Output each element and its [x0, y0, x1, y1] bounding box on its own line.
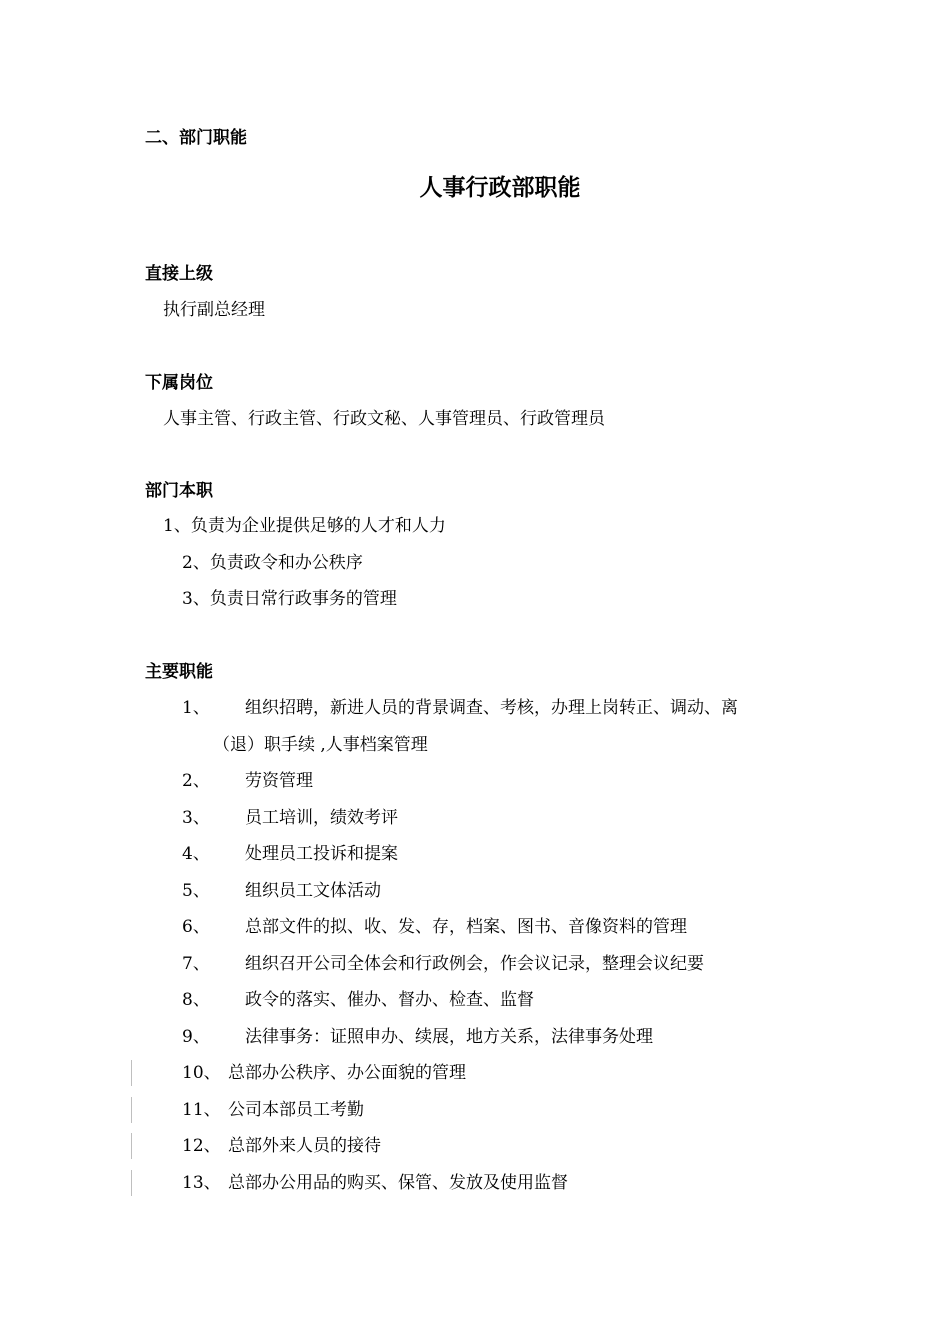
function-text: 总部办公秩序、办公面貌的管理 — [228, 1063, 466, 1083]
function-text: 总部办公用品的购买、保管、发放及使用监督 — [228, 1173, 568, 1193]
function-text: 法律事务：证照申办、续展，地方关系，法律事务处理 — [245, 1027, 653, 1047]
function-text: 政令的落实、催办、督办、检查、监督 — [245, 990, 534, 1010]
subordinates-heading: 下属岗位 — [145, 373, 213, 393]
change-bar — [131, 1097, 132, 1123]
duty-item: 1、负责为企业提供足够的人才和人力 — [163, 516, 446, 536]
section-heading: 二、部门职能 — [145, 128, 247, 148]
function-text: 员工培训，绩效考评 — [245, 808, 398, 828]
supervisor-value: 执行副总经理 — [163, 300, 265, 320]
change-bar — [131, 1170, 132, 1196]
function-number: 10、 — [182, 1063, 221, 1083]
functions-heading: 主要职能 — [145, 662, 213, 682]
change-bar — [131, 1133, 132, 1159]
function-number: 8、 — [182, 990, 210, 1010]
function-number: 5、 — [182, 881, 210, 901]
duties-heading: 部门本职 — [145, 481, 213, 501]
function-text: 劳资管理 — [245, 771, 313, 791]
document-title: 人事行政部职能 — [419, 175, 581, 201]
function-number: 3、 — [182, 808, 210, 828]
subordinates-value: 人事主管、行政主管、行政文秘、人事管理员、行政管理员 — [163, 409, 605, 429]
change-bar — [131, 1060, 132, 1086]
function-text: 总部外来人员的接待 — [228, 1136, 381, 1156]
function-number: 6、 — [182, 917, 210, 937]
duty-item: 3、负责日常行政事务的管理 — [182, 589, 397, 609]
function-number: 4、 — [182, 844, 210, 864]
function-number: 9、 — [182, 1027, 210, 1047]
supervisor-heading: 直接上级 — [145, 264, 213, 284]
function-number: 13、 — [182, 1173, 221, 1193]
function-number: 7、 — [182, 954, 210, 974]
function-text: 组织员工文体活动 — [245, 881, 381, 901]
function-number: 12、 — [182, 1136, 221, 1156]
function-text-continuation: （退）职手续 ,人事档案管理 — [213, 735, 428, 755]
function-text: 组织招聘，新进人员的背景调查、考核，办理上岗转正、调动、离 — [245, 698, 738, 718]
function-text: 公司本部员工考勤 — [228, 1100, 364, 1120]
function-text: 组织召开公司全体会和行政例会，作会议记录，整理会议纪要 — [245, 954, 704, 974]
function-number: 11、 — [182, 1100, 221, 1120]
function-number: 2、 — [182, 771, 210, 791]
function-text: 处理员工投诉和提案 — [245, 844, 398, 864]
function-text: 总部文件的拟、收、发、存，档案、图书、音像资料的管理 — [245, 917, 687, 937]
duty-item: 2、负责政令和办公秩序 — [182, 553, 363, 573]
function-number: 1、 — [182, 698, 210, 718]
